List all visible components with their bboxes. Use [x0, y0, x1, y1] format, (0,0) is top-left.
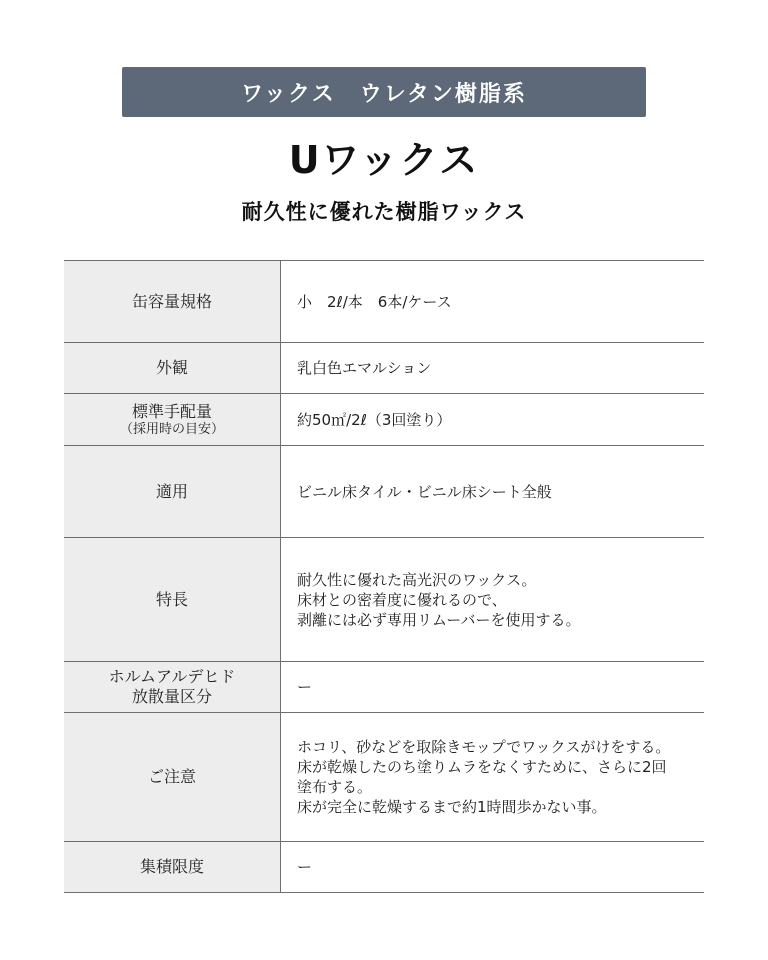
- spec-row-can-size: [64, 261, 704, 343]
- standard-amount-label: 標準手配量: [131, 401, 212, 421]
- spec-value-features: [281, 538, 704, 661]
- standard-amount-value: 約50㎡/2ℓ（3回塗り）: [297, 410, 452, 429]
- appearance-label: 外観: [155, 358, 188, 377]
- caution-label: ご注意: [147, 767, 196, 786]
- application-label: 適用: [155, 481, 188, 501]
- features-line: 床材との密着度に優れるので、: [297, 590, 507, 609]
- caution-line: 床が乾燥したのち塗りムラをなくすために、さらに2回: [297, 758, 667, 776]
- spec-label-standard-amount: [64, 394, 281, 445]
- accumulation-limit-label: 集積限度: [139, 857, 204, 876]
- spec-value-can-size: [281, 261, 704, 342]
- spec-label-can-size: [64, 261, 281, 342]
- standard-amount-sublabel: （採用時の目安）: [119, 421, 224, 437]
- spec-label-features: [64, 538, 281, 661]
- spec-value-application: [281, 446, 704, 537]
- spec-label-formaldehyde: [64, 662, 281, 712]
- spec-row-application: [64, 446, 704, 538]
- spec-row-appearance: [64, 343, 704, 394]
- spec-row-features: [64, 538, 704, 662]
- spec-value-standard-amount: [281, 394, 704, 445]
- spec-value-formaldehyde: [281, 662, 704, 712]
- spec-row-accumulation-limit: [64, 842, 704, 893]
- spec-row-formaldehyde: [64, 662, 704, 713]
- caution-line: 床が完全に乾燥するまで約1時間歩かない事。: [297, 798, 607, 816]
- spec-table: [64, 260, 704, 893]
- formaldehyde-value: ー: [297, 678, 313, 696]
- spec-label-accumulation-limit: [64, 842, 281, 892]
- product-tagline: 耐久性に優れた樹脂ワックス: [241, 200, 527, 224]
- spec-label-appearance: [64, 343, 281, 393]
- accumulation-limit-value: ー: [297, 858, 313, 876]
- caution-line: 塗布する。: [297, 778, 373, 796]
- can-size-label: 缶容量規格: [131, 291, 212, 311]
- can-size-value: 小 2ℓ/本 6本/ケース: [297, 292, 452, 311]
- caution-line: ホコリ、砂などを取除きモップでワックスがけをする。: [297, 738, 671, 756]
- formaldehyde-label-line1: ホルムアルデヒド: [108, 667, 236, 686]
- spec-value-accumulation-limit: [281, 842, 704, 892]
- features-line: 剥離には必ず専用リムーバーを使用する。: [297, 610, 581, 629]
- appearance-value: 乳白色エマルション: [297, 359, 432, 377]
- spec-row-caution: [64, 713, 704, 842]
- spec-value-caution: [281, 713, 704, 841]
- features-line: 耐久性に優れた高光沢のワックス。: [297, 570, 537, 589]
- application-value: ビニル床タイル・ビニル床シート全般: [297, 482, 552, 501]
- spec-label-application: [64, 446, 281, 537]
- spec-value-appearance: [281, 343, 704, 393]
- formaldehyde-label-line2: 放散量区分: [131, 687, 212, 706]
- category-banner: ワックス ウレタン樹脂系: [122, 67, 646, 117]
- spec-row-standard-amount: [64, 394, 704, 446]
- product-name: Uワックス: [288, 138, 480, 182]
- features-label: 特長: [155, 589, 188, 609]
- spec-label-caution: [64, 713, 281, 841]
